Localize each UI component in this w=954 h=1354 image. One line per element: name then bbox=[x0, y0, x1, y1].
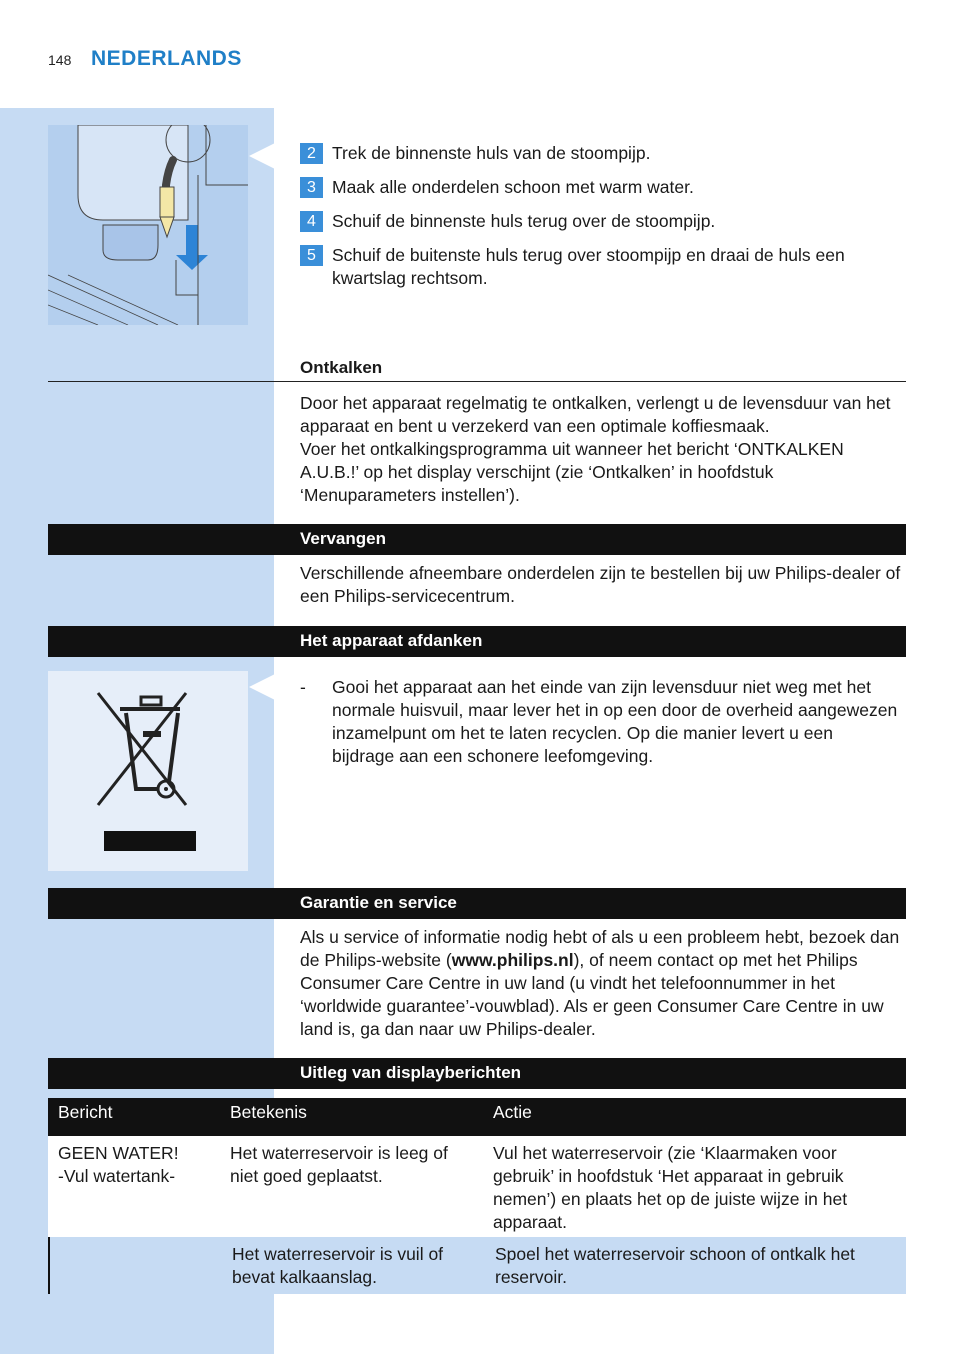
ontkalken-text-2: Voer het ontkalkingsprogramma uit wanneer het bericht ‘ONTKALKEN A.U.B.!’ op het display verschijnt (zie ‘Ontkalken’ in hoofdstuk ‘Menuparameters instellen’). bbox=[300, 439, 844, 505]
page-number: 148 bbox=[48, 52, 72, 68]
step-number: 5 bbox=[300, 245, 323, 266]
section-bar-uitleg bbox=[48, 1058, 906, 1089]
table-row bbox=[48, 1136, 906, 1237]
steam-pipe-illustration bbox=[48, 125, 248, 325]
step-number: 4 bbox=[300, 211, 323, 232]
section-rule bbox=[48, 381, 906, 382]
garantie-paragraph bbox=[300, 926, 905, 1041]
section-title-vervangen: Vervangen bbox=[300, 529, 386, 548]
cell-actie: Vul het waterreservoir (zie ‘Klaarmaken voor gebruik’ in hoofdstuk ‘Het apparaat in gebruik nemen’) en plaats het op de juiste wijze in het apparaat. bbox=[493, 1143, 848, 1232]
language-title: NEDERLANDS bbox=[91, 47, 242, 70]
philips-website-link[interactable]: www.philips.nl bbox=[451, 950, 574, 970]
section-title-garantie: Garantie en service bbox=[300, 893, 457, 912]
figure-pointer bbox=[249, 674, 275, 700]
step-number: 2 bbox=[300, 143, 323, 164]
step-5 bbox=[300, 244, 902, 290]
column-header-actie: Actie bbox=[493, 1102, 532, 1122]
garantie-text-2: ), of neem contact op met het Philips Consumer Care Centre in uw land (u vindt het telefoonnummer in het ‘worldwide guarantee’-vouwblad). Als er geen Consumer Care Centre in uw land is, ga dan naar uw Philips-dealer. bbox=[300, 950, 884, 1039]
step-3 bbox=[300, 176, 902, 199]
section-title-afdanken: Het apparaat afdanken bbox=[300, 631, 483, 650]
step-text: Trek de binnenste huls van de stoompijp. bbox=[332, 143, 651, 163]
column-header-betekenis: Betekenis bbox=[230, 1102, 307, 1122]
table-row bbox=[48, 1237, 906, 1294]
ontkalken-text-1: Door het apparaat regelmatig te ontkalken, verlengt u de levensduur van het apparaat en bent u verzekerd van een optimale koffiesmaak. bbox=[300, 393, 891, 436]
step-text: Schuif de buitenste huls terug over stoompijp en draai de huls een kwartslag rechtsom. bbox=[332, 245, 845, 288]
figure-pointer bbox=[249, 143, 275, 169]
section-title-uitleg: Uitleg van displayberichten bbox=[300, 1063, 522, 1082]
section-bar-vervangen bbox=[48, 524, 906, 555]
step-text: Schuif de binnenste huls terug over de stoompijp. bbox=[332, 211, 716, 231]
section-bar-afdanken bbox=[48, 626, 906, 657]
vervangen-text: Verschillende afneembare onderdelen zijn te bestellen bij uw Philips-dealer of een Philips-servicecentrum. bbox=[300, 563, 901, 606]
afdanken-bullet bbox=[300, 676, 900, 768]
step-2 bbox=[300, 142, 902, 165]
cell-betekenis: Het waterreservoir is leeg of niet goed geplaatst. bbox=[230, 1143, 448, 1186]
bullet-dash: - bbox=[300, 677, 306, 697]
section-title-ontkalken: Ontkalken bbox=[300, 358, 383, 377]
table-header bbox=[48, 1098, 906, 1136]
crossed-bin-icon bbox=[48, 671, 248, 871]
afdanken-text: Gooi het apparaat aan het einde van zijn levensduur niet weg met het normale huisvuil, maar lever het in op een door de overheid aangewezen inzamelpunt om het te laten recyclen. Op die manier levert u een bijdrage aan een schonere leefomgeving. bbox=[332, 677, 898, 766]
section-bar-garantie bbox=[48, 888, 906, 919]
cell-bericht: GEEN WATER! -Vul watertank- bbox=[58, 1143, 179, 1186]
cell-actie: Spoel het waterreservoir schoon of ontkalk het reservoir. bbox=[495, 1244, 855, 1287]
step-number: 3 bbox=[300, 177, 323, 198]
cell-betekenis: Het waterreservoir is vuil of bevat kalkaanslag. bbox=[232, 1244, 444, 1287]
step-4 bbox=[300, 210, 902, 233]
garantie-text-1: Als u service of informatie nodig hebt of als u een probleem hebt, bezoek dan de Philips-website ( bbox=[300, 927, 900, 970]
ontkalken-paragraph bbox=[300, 392, 905, 507]
steam-pipe-icon bbox=[48, 125, 248, 325]
step-text: Maak alle onderdelen schoon met warm water. bbox=[332, 177, 694, 197]
column-header-bericht: Bericht bbox=[58, 1102, 113, 1122]
weee-bin-illustration bbox=[48, 671, 248, 871]
display-messages-table bbox=[48, 1098, 906, 1294]
